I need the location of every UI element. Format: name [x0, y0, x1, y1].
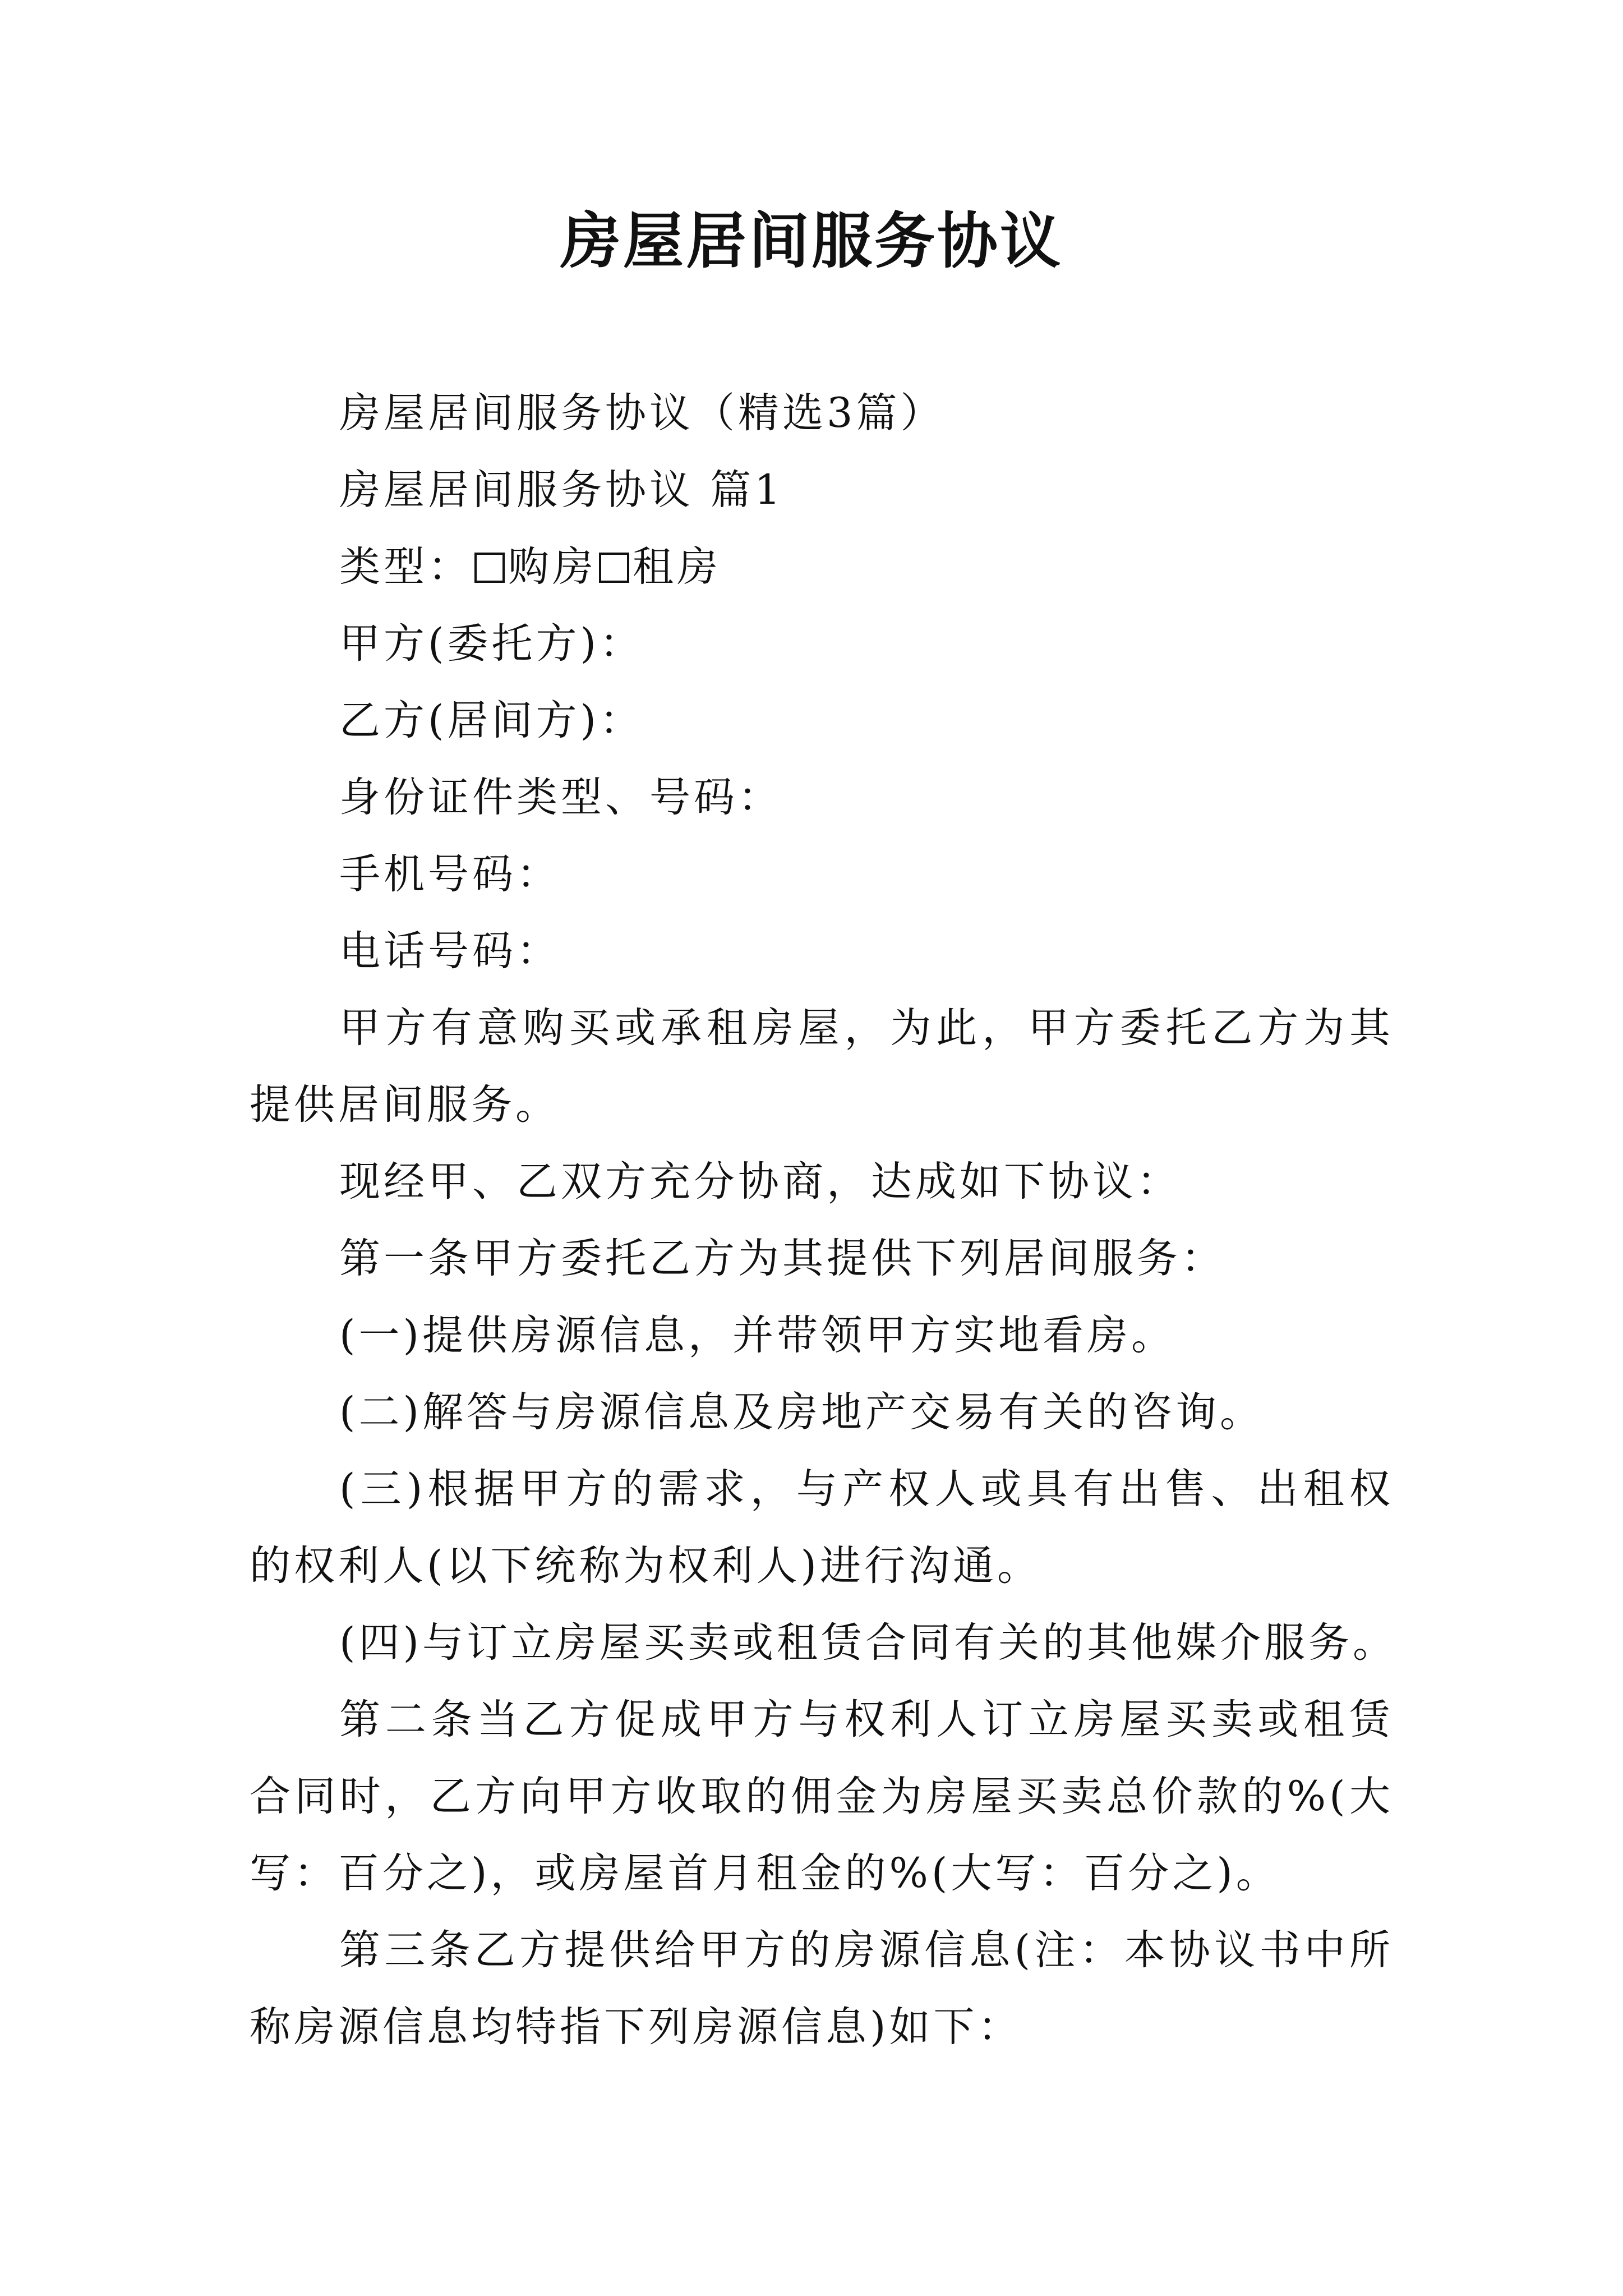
- paragraph-article-2: 第二条当乙方促成甲方与权利人订立房屋买卖或租赁合同时，乙方向甲方收取的佣金为房屋买卖总价款的%(大写：百分之)，或房屋首月租金的%(大写：百分之)。: [250, 1696, 1394, 1897]
- paragraph-article-3: 第三条乙方提供给甲方的房源信息(注：本协议书中所称房源信息均特指下列房源信息)如下：: [250, 1926, 1394, 2051]
- option-rent-label: 租房: [633, 543, 721, 591]
- paragraph-item-1: (一)提供房源信息，并带领甲方实地看房。: [339, 1312, 1175, 1359]
- paragraph-item-2: (二)解答与房源信息及房地产交易有关的咨询。: [339, 1388, 1264, 1436]
- paragraph-mobile: 手机号码：: [339, 850, 561, 898]
- paragraph-phone: 电话号码：: [339, 927, 561, 975]
- paragraph-subtitle: 房屋居间服务协议（精选3篇）: [339, 389, 945, 437]
- paragraph-type: [250, 528, 1394, 605]
- checkbox-purchase[interactable]: [474, 553, 505, 583]
- paragraph-article-1: 第一条甲方委托乙方为其提供下列居间服务：: [339, 1235, 1225, 1282]
- checkbox-rent[interactable]: [599, 553, 629, 583]
- paragraph-agreement: 现经甲、乙双方充分协商，达成如下协议：: [339, 1158, 1181, 1205]
- paragraph-intent: 甲方有意购买或承租房屋，为此，甲方委托乙方为其提供居间服务。: [250, 1004, 1394, 1129]
- option-purchase-label: 购房: [508, 543, 597, 591]
- paragraph-item-3: (三)根据甲方的需求，与产权人或具有出售、出租权的权利人(以下统称为权利人)进行沟通。: [250, 1465, 1394, 1590]
- document-body: [250, 375, 1397, 2065]
- paragraph-id-type: 身份证件类型、号码：: [339, 774, 782, 821]
- paragraph-section-heading: 房屋居间服务协议 篇1: [339, 466, 784, 514]
- paragraph-item-4: (四)与订立房屋买卖或租赁合同有关的其他媒介服务。: [339, 1619, 1397, 1667]
- document-title: 房屋居间服务协议: [560, 206, 1063, 277]
- paragraph-party-b: 乙方(居间方)：: [339, 697, 644, 744]
- type-label: 类型：: [339, 543, 472, 591]
- paragraph-party-a: 甲方(委托方)：: [339, 620, 644, 668]
